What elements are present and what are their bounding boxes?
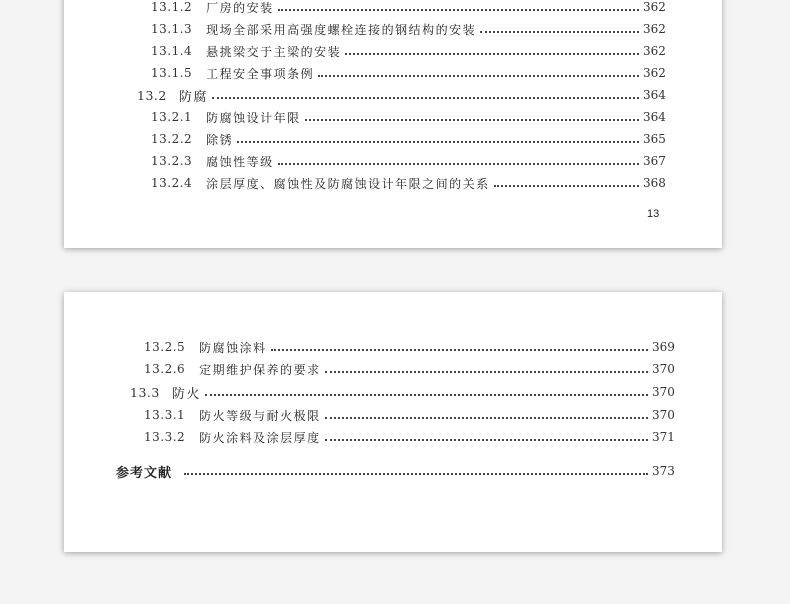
toc-entry-number: 13.2.2 [151,132,193,146]
toc-entry-title: 防火 [171,386,201,402]
toc-leader-dots [205,393,648,396]
toc-entry[interactable] [151,107,665,127]
toc-leader-dots [305,118,639,121]
toc-leader-dots [325,370,648,373]
toc-entry-page: 365 [643,132,666,146]
toc-entry-number: 13.2.4 [151,176,193,190]
toc-entry[interactable] [144,359,674,379]
toc-entry-title: 除锈 [206,132,234,147]
toc-section-entry[interactable] [130,382,674,402]
toc-entry-page: 369 [652,340,675,354]
toc-entry-page: 370 [652,385,675,399]
toc-entry-title: 防火等级与耐火极限 [199,408,321,423]
toc-entry-title: 厂房的安装 [206,0,274,15]
toc-entry-number: 13.3 [130,384,160,400]
toc-entry-title: 定期维护保养的要求 [199,362,321,377]
toc-entry-page: 367 [643,154,666,168]
toc-references-page: 373 [652,464,675,478]
toc-entry-page: 362 [643,0,666,14]
toc-entry[interactable] [144,427,674,447]
toc-leader-dots [480,30,639,33]
toc-entry-page: 364 [643,110,666,124]
toc-entry[interactable] [151,151,665,171]
toc-entry-title: 现场全部采用高强度螺栓连接的钢结构的安装 [206,22,477,37]
toc-entry-number: 13.2.3 [151,154,193,168]
toc-leader-dots [494,184,639,187]
toc-leader-dots [318,74,639,77]
toc-leader-dots [325,416,648,419]
toc-leader-dots [184,472,648,475]
toc-leader-dots [271,348,648,351]
document-page-1 [64,0,722,248]
toc-entry-page: 362 [643,22,666,36]
toc-entry-title: 防腐 [178,89,208,105]
toc-section-entry[interactable] [137,85,665,105]
toc-entry-page: 370 [652,408,675,422]
toc-entry[interactable] [151,0,665,17]
toc-entry-number: 13.1.3 [151,22,193,36]
toc-entry[interactable] [151,19,665,39]
toc-entry-number: 13.2.1 [151,110,193,124]
document-page-2 [64,292,722,552]
toc-entry-number: 13.2 [137,87,167,103]
toc-entry-title: 工程安全事项条例 [206,66,315,81]
page-number: 13 [647,208,660,220]
toc-leader-dots [278,8,639,11]
toc-entry-title: 悬挑梁交于主梁的安装 [206,44,342,59]
toc-entry-number: 13.1.2 [151,0,193,14]
toc-entry-number: 13.3.2 [144,430,186,444]
toc-entry-page: 368 [643,176,666,190]
toc-leader-dots [212,96,639,99]
toc-entry-page: 362 [643,66,666,80]
toc-entry[interactable] [151,63,665,83]
toc-entry-number: 13.3.1 [144,408,186,422]
toc-entry-title: 防腐蚀设计年限 [206,110,301,125]
toc-leader-dots [278,162,639,165]
toc-entry-page: 371 [652,430,675,444]
toc-entry-title: 涂层厚度、腐蚀性及防腐蚀设计年限之间的关系 [206,176,490,191]
toc-entry-page: 370 [652,362,675,376]
toc-entry-number: 13.1.5 [151,66,193,80]
toc-entry[interactable] [151,41,665,61]
toc-entry-number: 13.1.4 [151,44,193,58]
toc-references-title: 参考文献 [116,465,173,481]
toc-leader-dots [345,52,639,55]
toc-entry[interactable] [151,173,665,193]
toc-leader-dots [325,438,648,441]
toc-entry[interactable] [144,405,674,425]
toc-entry-page: 364 [643,88,666,102]
toc-entry-number: 13.2.5 [144,340,186,354]
toc-entry-number: 13.2.6 [144,362,186,376]
toc-entry[interactable] [151,129,665,149]
toc-entry-page: 362 [643,44,666,58]
toc-entry-title: 防腐蚀涂料 [199,340,267,355]
toc-leader-dots [237,140,639,143]
toc-references-entry[interactable] [116,461,674,481]
toc-entry[interactable] [144,337,674,357]
toc-entry-title: 腐蚀性等级 [206,154,274,169]
toc-entry-title: 防火涂料及涂层厚度 [199,430,321,445]
